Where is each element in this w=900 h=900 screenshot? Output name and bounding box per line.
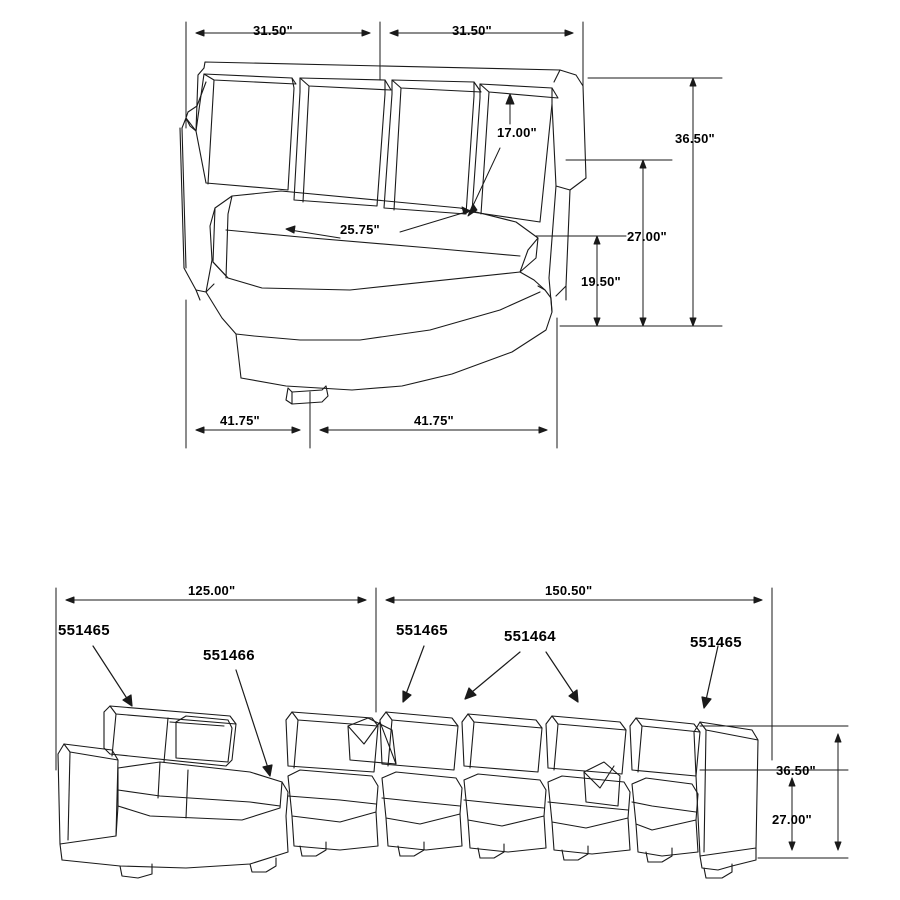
bottom-view-dimension-lines — [700, 726, 848, 858]
part-number-left-corner: 551465 — [58, 622, 110, 639]
dimension-top-width-left: 31.50" — [253, 23, 293, 38]
dimension-base-width-right: 41.75" — [414, 413, 454, 428]
dimension-left-span: 125.00" — [188, 583, 236, 598]
part-number-mid-corner: 551465 — [396, 622, 448, 639]
dimension-right-span: 150.50" — [545, 583, 593, 598]
part-number-right-end: 551465 — [690, 634, 742, 651]
part-number-center: 551464 — [504, 628, 556, 645]
dimension-seat-depth: 25.75" — [340, 222, 380, 237]
dimension-arm-height-top: 27.00" — [627, 229, 667, 244]
dimension-seat-height: 19.50" — [581, 274, 621, 289]
dimension-overall-height-top: 36.50" — [675, 131, 715, 146]
dimension-seat-back-height: 17.00" — [497, 125, 537, 140]
part-leader-arrows — [93, 646, 718, 776]
corner-chair-drawing — [180, 62, 586, 404]
dimension-overall-height-bottom: 36.50" — [776, 763, 816, 778]
dimension-base-width-left: 41.75" — [220, 413, 260, 428]
top-view-dimension-lines — [186, 22, 722, 448]
dimension-top-width-right: 31.50" — [452, 23, 492, 38]
part-number-left-armless: 551466 — [203, 647, 255, 664]
sectional-assembly-drawing — [56, 588, 772, 878]
dimension-arm-height-bottom: 27.00" — [772, 812, 812, 827]
